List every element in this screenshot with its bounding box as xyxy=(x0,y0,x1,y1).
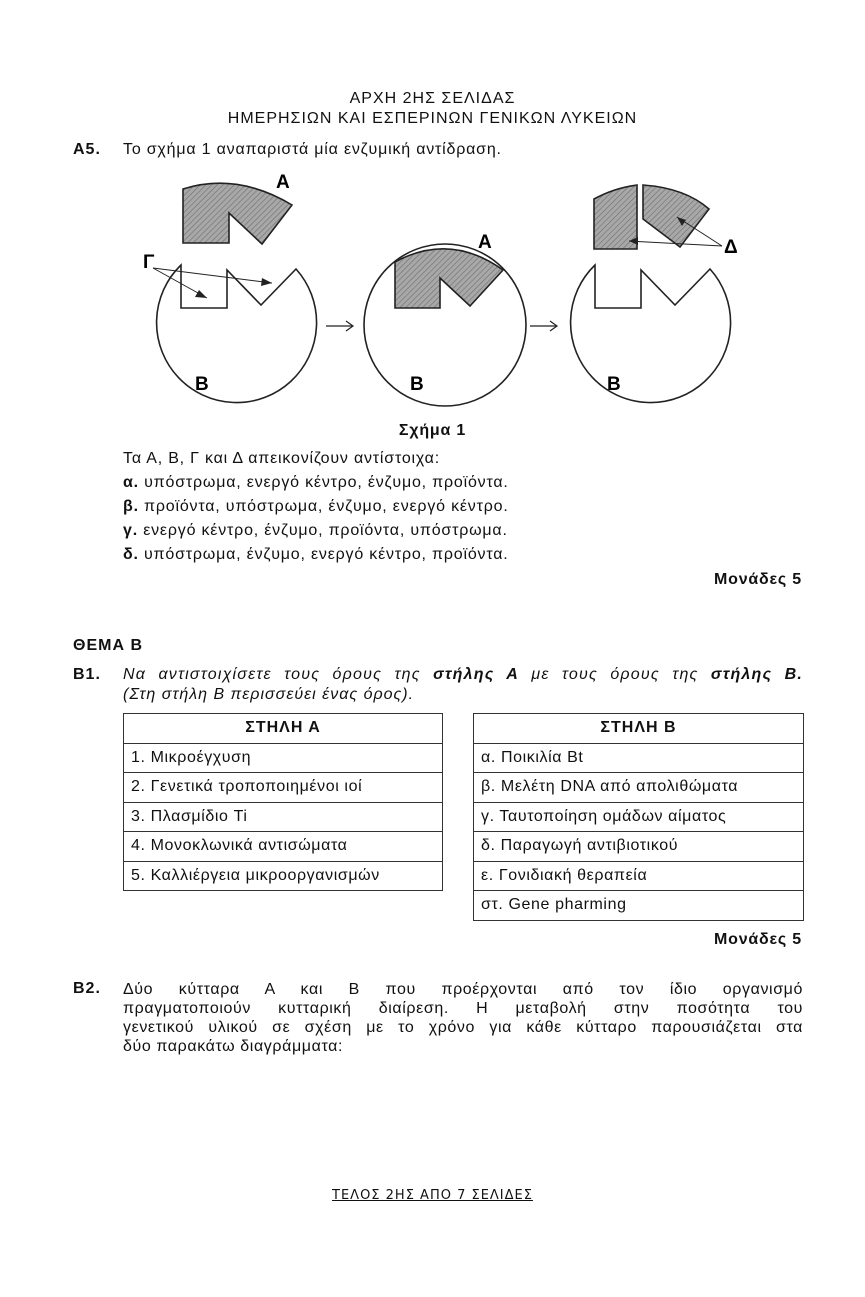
page-footer: ΤΕΛΟΣ 2ΗΣ ΑΠΟ 7 ΣΕΛΙΔΕΣ xyxy=(332,1188,533,1203)
b1-text-part: με τους όρους της xyxy=(518,666,711,683)
fig-label-b2: Β xyxy=(410,374,424,395)
option-c[interactable] xyxy=(123,522,508,540)
column-b-row: ε. Γονιδιακή θεραπεία xyxy=(474,861,804,891)
question-number-b1: Β1. xyxy=(73,666,101,683)
option-letter: γ. xyxy=(123,522,138,539)
column-a-row: 4. Μονοκλωνικά αντισώματα xyxy=(124,832,443,862)
column-b-row: α. Ποικιλία Bt xyxy=(474,743,804,773)
option-text: ενεργό κέντρο, ένζυμο, προϊόντα, υπόστρωμα. xyxy=(137,522,508,539)
page-header-line1: ΑΡΧΗ 2ΗΣ ΣΕΛΙΔΑΣ xyxy=(349,90,516,107)
column-b-row: στ. Gene pharming xyxy=(474,891,804,921)
column-a-table xyxy=(123,713,443,891)
enzyme-3-shape xyxy=(571,265,731,403)
option-letter: α. xyxy=(123,474,139,491)
b1-text-part: Να αντιστοιχίσετε τους όρους της xyxy=(123,666,434,683)
question-a5-text: Τα Α, Β, Γ και Δ απεικονίζουν αντίστοιχα: xyxy=(123,450,440,467)
points-a5: Μονάδες 5 xyxy=(714,571,802,588)
enzyme-1-shape xyxy=(157,265,317,403)
option-d[interactable] xyxy=(123,546,509,564)
fig-label-d: Δ xyxy=(724,237,738,258)
b2-line: δύο παρακάτω διαγράμματα: xyxy=(123,1038,344,1055)
fig-label-a2: Α xyxy=(478,232,492,253)
question-b1-line1 xyxy=(123,666,803,684)
b2-line: πραγματοποιούν κυτταρική διαίρεση. Η μεταβολή στην ποσότητα του xyxy=(123,1000,803,1017)
question-number-a5: Α5. xyxy=(73,141,101,158)
figure-caption: Σχήμα 1 xyxy=(398,422,467,439)
column-a-row: 1. Μικροέγχυση xyxy=(124,743,443,773)
column-b-row: δ. Παραγωγή αντιβιοτικού xyxy=(474,832,804,862)
fig-label-b1: Β xyxy=(195,374,209,395)
column-b-row: β. Μελέτη DNA από απολιθώματα xyxy=(474,773,804,803)
column-a-row: 5. Καλλιέργεια μικροοργανισμών xyxy=(124,861,443,891)
column-a-row: 3. Πλασμίδιο Ti xyxy=(124,802,443,832)
b1-bold-column-a: στήλης Α xyxy=(433,666,519,683)
column-b-table xyxy=(473,713,804,921)
option-letter: δ. xyxy=(123,546,139,563)
column-b-row: γ. Ταυτοποίηση ομάδων αίματος xyxy=(474,802,804,832)
option-letter: β. xyxy=(123,498,139,515)
section-title-theme-b: ΘΕΜΑ Β xyxy=(73,637,143,654)
fig-label-b3: Β xyxy=(607,374,621,395)
b2-line: γενετικού υλικού σε σχέση με το χρόνο για κάθε κύτταρο παρουσιάζεται στα xyxy=(123,1019,803,1036)
question-b2-text xyxy=(123,980,803,1056)
column-b-header: ΣΤΗΛΗ Β xyxy=(474,714,804,744)
option-text: υπόστρωμα, ενεργό κέντρο, ένζυμο, προϊόντα. xyxy=(138,474,509,491)
question-b1-line2: (Στη στήλη Β περισσεύει ένας όρος). xyxy=(123,686,415,703)
enzyme-reaction-figure xyxy=(0,160,865,420)
question-a5-prompt: Το σχήμα 1 αναπαριστά μία ενζυμική αντίδραση. xyxy=(123,141,502,158)
points-b1: Μονάδες 5 xyxy=(714,931,802,948)
b2-line: Δύο κύτταρα Α και Β που προέρχονται από τον ίδιο οργανισμό xyxy=(123,981,803,998)
option-b[interactable] xyxy=(123,498,509,516)
column-a-header: ΣΤΗΛΗ Α xyxy=(124,714,443,744)
option-text: υπόστρωμα, ένζυμο, ενεργό κέντρο, προϊόντα. xyxy=(138,546,509,563)
option-text: προϊόντα, υπόστρωμα, ένζυμο, ενεργό κέντρο. xyxy=(138,498,509,515)
product-2-shape xyxy=(643,185,709,247)
fig-label-g: Γ xyxy=(143,252,155,273)
page-header-line2: ΗΜΕΡΗΣΙΩΝ ΚΑΙ ΕΣΠΕΡΙΝΩΝ ΓΕΝΙΚΩΝ ΛΥΚΕΙΩΝ xyxy=(227,110,638,127)
column-a-row: 2. Γενετικά τροποποιημένοι ιοί xyxy=(124,773,443,803)
b1-bold-column-b: στήλης Β. xyxy=(710,666,803,683)
fig-label-a1: Α xyxy=(276,172,290,193)
product-1-shape xyxy=(594,185,637,249)
question-number-b2: Β2. xyxy=(73,980,101,997)
option-a[interactable] xyxy=(123,474,509,492)
